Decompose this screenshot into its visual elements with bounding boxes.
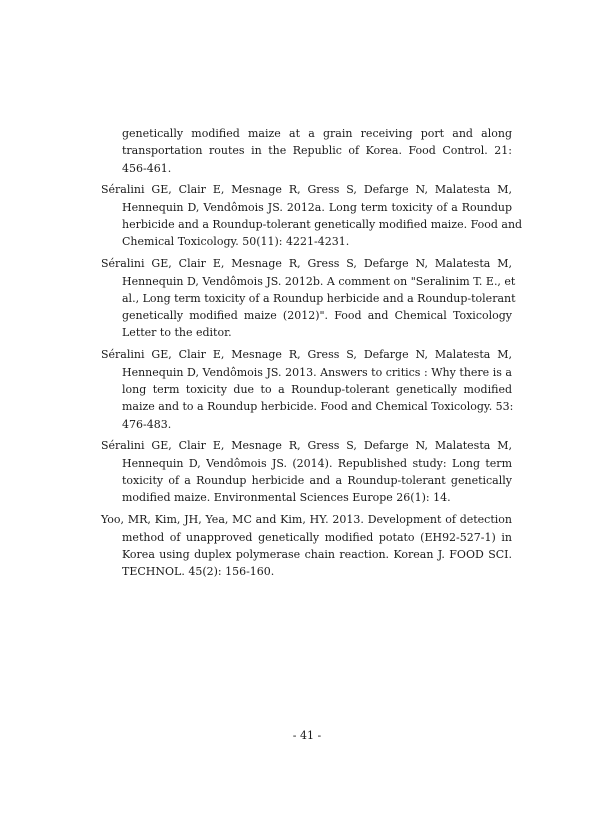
reference-line: long term toxicity due to a Roundup-tolerant genetically modified <box>122 382 512 396</box>
reference-line: Yoo, MR, Kim, JH, Yea, MC and Kim, HY. 2013. Development of detection <box>101 513 512 527</box>
reference-line: modified maize. Environmental Sciences Europe 26(1): 14. <box>122 491 451 505</box>
reference-line: Korea using duplex polymerase chain reaction. Korean J. FOOD SCI. <box>122 547 512 561</box>
reference-line: method of unapproved genetically modified potato (EH92-527-1) in <box>122 530 512 544</box>
reference-line: Hennequin D, Vendômois JS. 2012b. A comment on "Seralinim T. E., et <box>122 274 516 288</box>
page-number: - 41 - <box>292 729 322 742</box>
reference-line: 456-461. <box>122 161 172 175</box>
reference-line: Séralini GE, Clair E, Mesnage R, Gress S, Defarge N, Malatesta M, <box>101 348 512 362</box>
reference-entry <box>101 125 512 177</box>
reference-line: Hennequin D, Vendômois JS. 2012a. Long term toxicity of a Roundup <box>122 200 512 214</box>
reference-line: toxicity of a Roundup herbicide and a Roundup-tolerant genetically <box>122 474 512 488</box>
reference-line: genetically modified maize (2012)". Food and Chemical Toxicology <box>122 309 512 323</box>
reference-entry <box>101 511 512 580</box>
reference-line: Séralini GE, Clair E, Mesnage R, Gress S, Defarge N, Malatesta M, <box>101 439 512 453</box>
reference-line: Séralini GE, Clair E, Mesnage R, Gress S, Defarge N, Malatesta M, <box>101 257 512 271</box>
reference-line: maize and to a Roundup herbicide. Food and Chemical Toxicology. 53: <box>122 400 514 414</box>
reference-line: Letter to the editor. <box>122 326 232 340</box>
reference-entry <box>101 437 512 506</box>
reference-line: Chemical Toxicology. 50(11): 4221-4231. <box>122 235 350 249</box>
reference-line: genetically modified maize at a grain receiving port and along <box>122 127 512 140</box>
reference-line: TECHNOL. 45(2): 156-160. <box>122 565 275 579</box>
reference-line: Hennequin D, Vendômois JS. 2013. Answers to critics : Why there is a <box>122 365 512 379</box>
reference-line: herbicide and a Roundup-tolerant genetically modified maize. Food and <box>122 218 523 232</box>
reference-entry <box>101 346 512 432</box>
reference-entry <box>101 255 516 341</box>
reference-entry <box>101 181 523 250</box>
reference-line: Hennequin D, Vendômois JS. (2014). Republished study: Long term <box>122 456 512 470</box>
reference-list <box>101 125 523 585</box>
reference-line: 476-483. <box>122 417 172 431</box>
reference-line: transportation routes in the Republic of Korea. Food Control. 21: <box>122 144 512 158</box>
reference-line: al., Long term toxicity of a Roundup herbicide and a Roundup-tolerant <box>122 291 516 305</box>
reference-line: Séralini GE, Clair E, Mesnage R, Gress S, Defarge N, Malatesta M, <box>101 183 512 197</box>
